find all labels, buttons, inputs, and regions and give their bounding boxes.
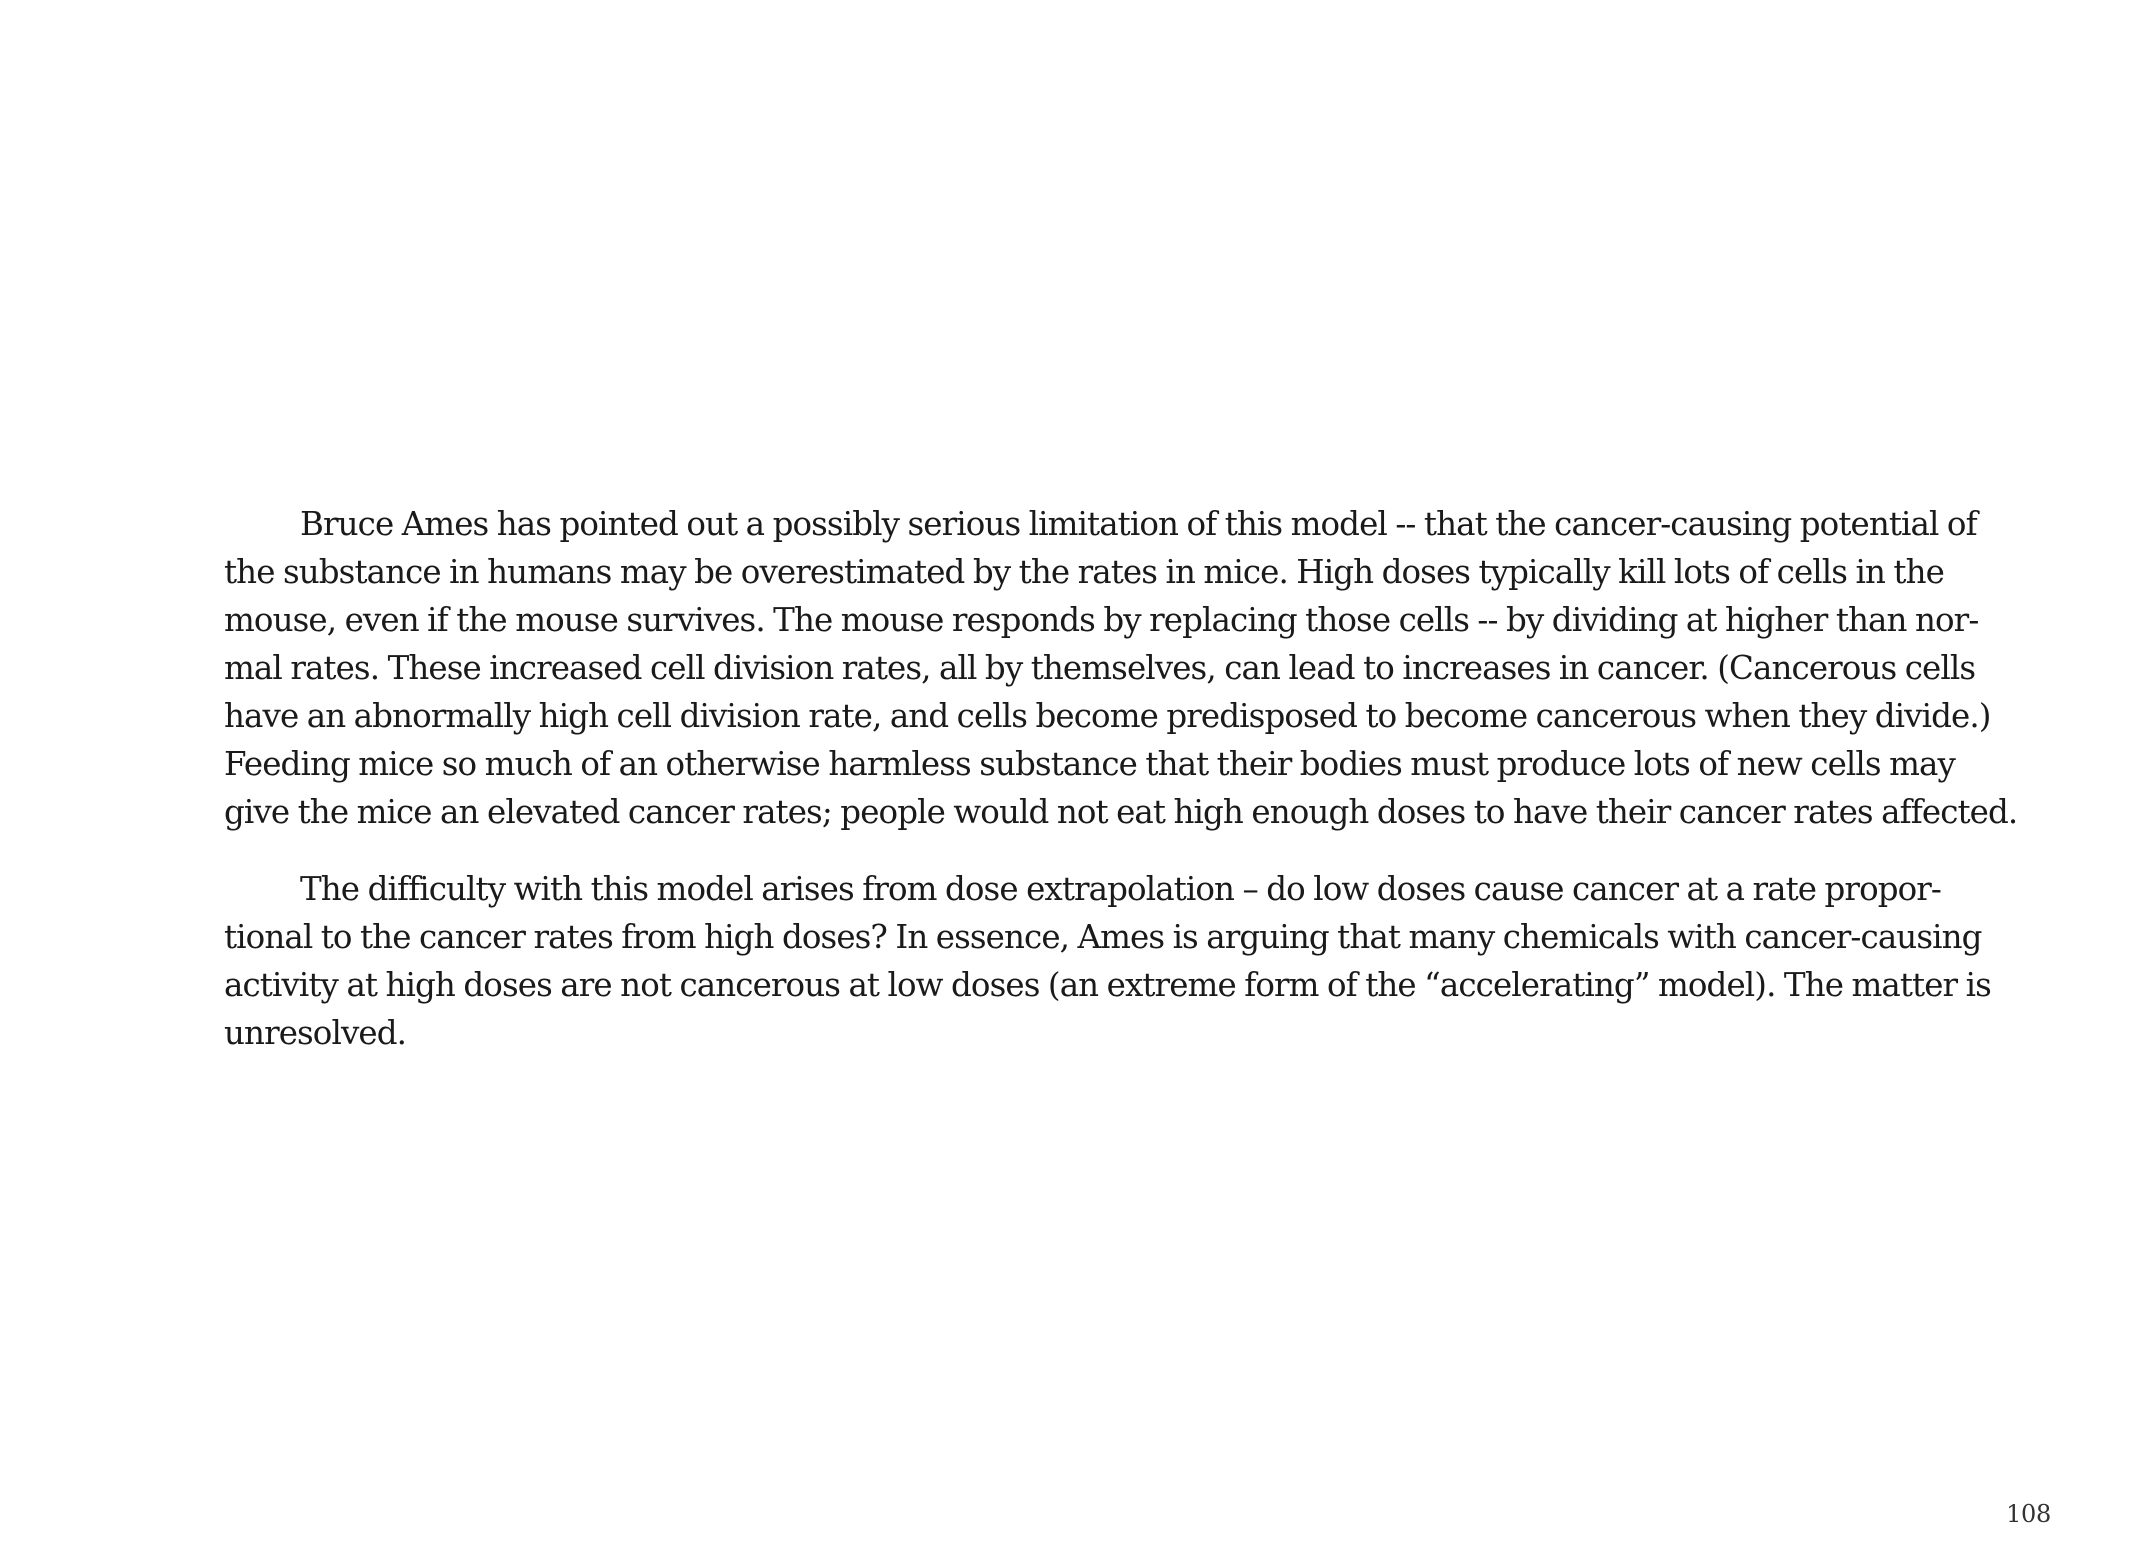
paragraph-line: have an abnormally high cell division rate, and cells become predisposed to become cancerous when they divide.)	[224, 697, 1991, 735]
paragraph-line: give the mice an elevated cancer rates; people would not eat high enough doses to have their cancer rates affected.	[224, 793, 2018, 831]
paragraph-line: activity at high doses are not cancerous at low doses (an extreme form of the “accelerating” model). The matter is	[224, 966, 1991, 1004]
paragraph-dose-extrapolation	[224, 865, 1991, 1057]
paragraph-line: The difficulty with this model arises from dose extrapolation – do low doses cause cancer at a rate propor-	[300, 870, 1942, 908]
paragraph-ames-limitation	[224, 500, 2018, 836]
paragraph-line: Bruce Ames has pointed out a possibly serious limitation of this model -- that the cancer-causing potential of	[300, 505, 1977, 543]
paragraph-line: unresolved.	[224, 1014, 407, 1052]
page-number: 108	[2006, 1500, 2051, 1528]
paragraph-line: mal rates. These increased cell division rates, all by themselves, can lead to increases in cancer. (Cancerous cells	[224, 649, 1976, 687]
paragraph-line: Feeding mice so much of an otherwise harmless substance that their bodies must produce lots of new cells may	[224, 745, 1955, 783]
paragraph-spacer	[224, 836, 1914, 865]
paragraph-line: tional to the cancer rates from high doses? In essence, Ames is arguing that many chemicals with cancer-causing	[224, 918, 1982, 956]
paragraph-line: the substance in humans may be overestimated by the rates in mice. High doses typically kill lots of cells in the	[224, 553, 1944, 591]
body-text	[224, 500, 2018, 1057]
paragraph-line: mouse, even if the mouse survives. The mouse responds by replacing those cells -- by dividing at higher than nor-	[224, 601, 1979, 639]
